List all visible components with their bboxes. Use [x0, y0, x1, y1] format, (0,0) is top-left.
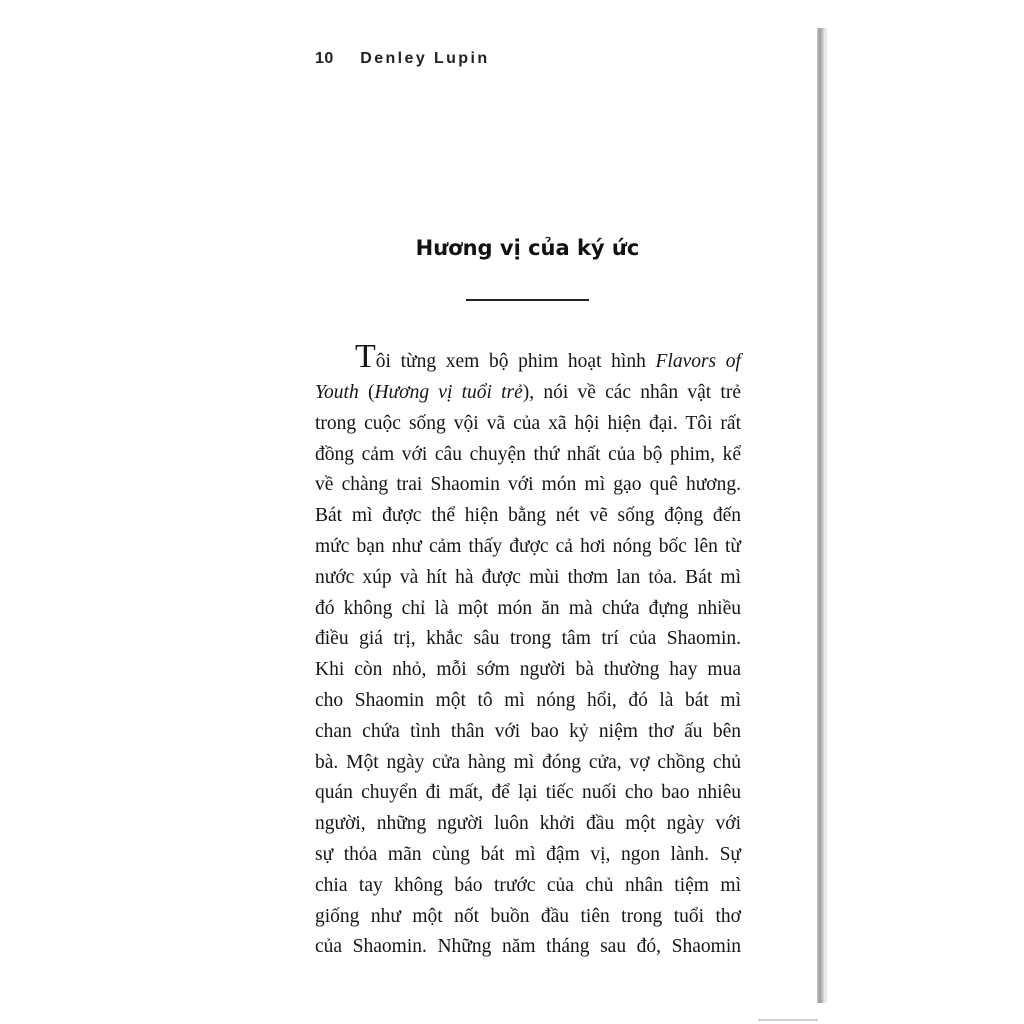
body-line: Khi còn nhỏ, mỗi sớm người bà thường hay mua [315, 659, 741, 681]
body-line: cho Shaomin một tô mì nóng hổi, đó là bát mì [315, 689, 741, 711]
body-line: đồng cảm với câu chuyện thứ nhất của bộ phim, kể [315, 443, 741, 465]
film-title-english-end: Youth [315, 382, 359, 403]
body-line: chia tay không báo trước của chủ nhân tiệm mì [315, 874, 741, 896]
body-line-2-text-a: ( [358, 382, 375, 403]
body-line-1-text: ôi từng xem bộ phim hoạt hình [375, 351, 656, 372]
body-line: nước xúp và hít hà được mùi thơm lan tỏa. Bát mì [315, 566, 741, 588]
body-line: trong cuộc sống vội vã của xã hội hiện đại. Tôi rất [315, 412, 741, 434]
author-running-head: Denley Lupin [360, 50, 490, 67]
body-line: mức bạn như cảm thấy được cả hơi nóng bốc lên từ [315, 535, 741, 557]
drop-cap: T [355, 338, 376, 375]
chapter-title: Hương vị của ký ức [415, 236, 640, 260]
body-line-2-text-b: ), nói về các nhân vật trẻ [522, 382, 741, 403]
body-line: bà. Một ngày cửa hàng mì đóng cửa, vợ chồng chủ [315, 751, 741, 773]
page-edge-shadow [824, 28, 827, 1003]
scan-mark [758, 1019, 818, 1021]
body-line: giống như một nốt buồn đầu tiên trong tuổi thơ [315, 905, 741, 927]
body-line: đó không chỉ là một món ăn mà chứa đựng nhiều [315, 597, 741, 619]
page-edge [817, 28, 824, 1003]
film-title-english: Flavors of [655, 351, 741, 372]
body-line: quán chuyển đi mất, để lại tiếc nuối cho bao nhiêu [315, 782, 741, 804]
body-line: điều giá trị, khắc sâu trong tâm trí của Shaomin. [315, 628, 741, 650]
body-line: của Shaomin. Những năm tháng sau đó, Shaomin [315, 936, 741, 958]
body-line: sự thỏa mãn cùng bát mì đậm vị, ngon lành. Sự [315, 843, 741, 865]
body-line-2 [315, 378, 741, 409]
body-line: chan chứa tình thân với bao kỷ niệm thơ ấu bên [315, 720, 741, 742]
running-header [315, 50, 490, 68]
page-number: 10 [315, 50, 334, 67]
body-line: Bát mì được thể hiện bằng nét vẽ sống động đến [315, 505, 741, 527]
body-line: người, những người luôn khởi đầu một ngày với [315, 813, 741, 835]
body-line: về chàng trai Shaomin với món mì gạo quê hương. [315, 474, 741, 496]
body-line-1 [315, 338, 741, 378]
film-title-vietnamese: Hương vị tuổi trẻ [374, 382, 523, 403]
title-divider [466, 299, 589, 301]
